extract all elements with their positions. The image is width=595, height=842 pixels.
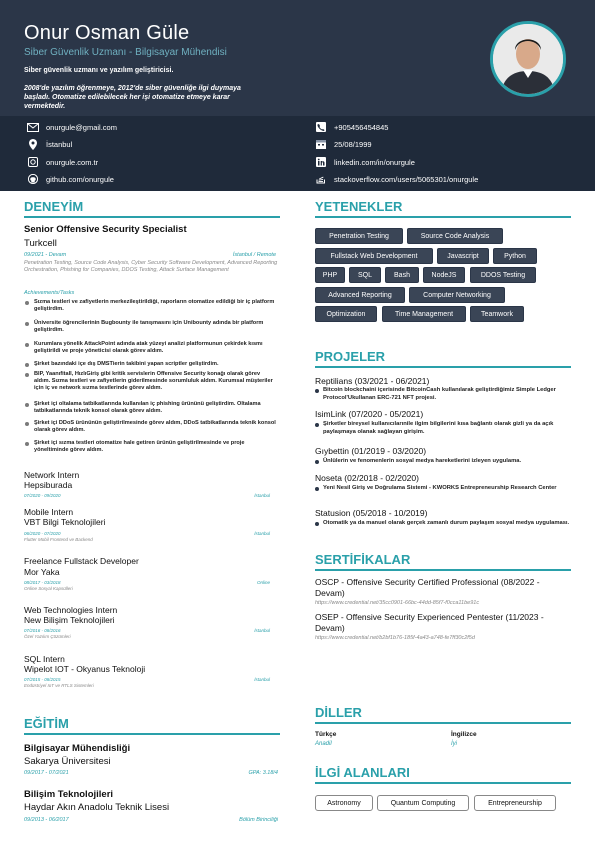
job-location: İstanbul [254,531,270,536]
project-description: Şirketler bireysel kullanıcılarınile ilgim bilgilerini kısa bağlantı olarak gizli ya da açık paylaşmaya olanak sağlayan girişim. [323,421,571,436]
birthdate-text: 25/08/1999 [334,139,372,149]
contact-github[interactable] [26,173,114,185]
skills-divider [315,216,571,218]
education-degree: Bilişim Teknolojileri [24,789,114,800]
education-note: GPA: 3.18/4 [248,770,278,776]
website-text: onurgule.com.tr [46,157,99,167]
achievement-item: Şirket içi sızma testleri otomatize hale getiren ürünün geliştirilmesinde ve proje yöneltiminde görev aldım. [34,440,276,454]
job-title: Freelance Fullstack Developer [24,556,139,566]
contact-phone[interactable] [314,121,388,133]
education-date: 09/2017 - 07/2021 [24,770,69,776]
skill-tag: Javascript [437,248,489,264]
achievement-item: Şirket içi oltalama tatbikatlarında kullanılan iç phishing ürününü geliştirdim. Oltalama tatbikatlarında teknik konsol olarak görev aldım. [34,401,276,415]
job-company: New Bilişim Teknolojileri [24,615,115,625]
skill-tag: Source Code Analysis [407,228,503,244]
skill-tag: Time Management [382,306,466,322]
contact-bar [0,116,595,191]
website-icon [26,156,40,168]
language-level: İyi [451,741,457,747]
skills-heading: YETENEKLER [315,199,403,214]
job-company: Hepsiburada [24,480,73,490]
job-location: Online [256,580,270,585]
skill-tag: DDOS Testing [470,267,536,283]
certificates-divider [315,569,571,571]
skill-tag: Computer Networking [409,287,505,303]
education-divider [24,733,280,735]
skill-tag: Penetration Testing [315,228,403,244]
achievement-item: Sızma testleri ve zafiyetlerin merkezileştirildiği, raporların otomatize edildiği bir iç platform geliştirdim. [34,299,275,312]
education-school: Sakarya Üniversitesi [24,756,111,767]
skill-tag: Bash [385,267,419,283]
project-title: Reptilians (03/2021 - 06/2021) [315,376,430,386]
education-note: Bölüm Birinciliği [239,817,278,823]
github-icon [26,173,40,185]
project-description: Ünlülerin ve fenomenlerin sosyal medya hareketlerini izleyen uygulama. [323,458,571,466]
person-name: Onur Osman Güle [24,22,190,44]
certificate-link[interactable]: https://www.credential.net/35cc0901-66bc-44dd-85f7-f0cca11be91c [315,600,480,606]
skill-tag: Fullstack Web Development [315,248,433,264]
project-description: Bitcoin blockchaini içerisinde BitcoinCash kullanılarak geliştirdiğimiz Simple Ledger Protocol'Ukullanan ERC-721 NFT projesi. [323,387,571,402]
job-description: Online Sosyal Kapsülleri [24,586,73,591]
certificate-link[interactable]: https://www.credential.net/b2bf1b76-185f-4a43-a748-fe7ff30c2f5d [315,635,475,641]
project-description: Otomatik ya da manuel olarak gerçek zamanlı durum paylaşım sosyal medya uygulaması. [323,520,570,526]
stackoverflow-text: stackoverflow.com/users/5065301/onurgule [334,174,479,184]
job-date: 08/2017 - 03/2018 [24,580,61,585]
job-title: Mobile Intern [24,507,74,517]
job-title: Senior Offensive Security Specialist [24,224,187,235]
education-school: Haydar Akın Anadolu Teknik Lisesi [24,802,170,813]
job-date: 07/2020 - 09/2020 [24,493,61,498]
job-company: Turkcell [24,238,57,249]
phone-icon [314,121,328,133]
interests-divider [315,782,571,784]
achievements-heading: Achievements/Tasks [24,290,75,296]
skill-tag: PHP [315,267,345,283]
phone-text: +905456454845 [334,122,389,132]
job-location: İstanbul [254,628,270,633]
education-heading: EĞİTİM [24,716,69,731]
job-company: Mor Yaka [24,567,60,577]
job-location: İstanbul / Remote [232,252,276,258]
contact-email[interactable] [26,121,117,133]
job-title: Network Intern [24,470,80,480]
linkedin-icon [314,156,328,168]
job-location: İstanbul [254,677,270,682]
projects-divider [315,366,571,368]
achievement-item: Şirket bazındaki içe dış DMSTierin takibini yapan scriptler geliştirdim. [34,361,276,368]
job-title: SQL Intern [24,654,65,664]
projects-heading: PROJELER [315,349,386,364]
job-date: 06/2020 - 07/2020 [24,531,61,536]
language-name: Türkçe [315,731,337,738]
skill-tag: Optimization [315,306,377,322]
skill-tag: Advanced Reporting [315,287,405,303]
job-company: Wipelot IOT - Okyanus Teknoloji [24,664,146,674]
experience-heading: DENEYİM [24,199,84,214]
contact-location [26,138,72,150]
summary-line: Siber güvenlik uzmanı ve yazılım geliştiricisi. [24,67,174,74]
contact-website[interactable] [26,156,98,168]
job-description: Özel Yazılım Çözümleri [24,634,71,639]
person-icon [493,24,563,94]
languages-heading: DİLLER [315,705,362,720]
job-location: İstanbul [254,493,270,498]
certificate-title: OSEP - Offensive Security Experienced Pentester (11/2023 - Devam) [315,612,544,633]
project-title: IsimLink (07/2020 - 05/2021) [315,409,424,419]
achievement-item: Üniversite öğrencilerinin Bugbounty ile tanışmasını için Unibounty adında bir platform geliştirdim. [34,320,276,334]
project-description: Yeni Nesil Giriş ve Doğrulama Sistemi - KWORKS Entrepreneurship Research Center [323,485,571,493]
interests-heading: İLGİ ALANLARI [315,765,410,780]
project-title: Noseta (02/2018 - 02/2020) [315,473,419,483]
stackoverflow-icon [314,173,328,185]
job-subtitle: Siber Güvenlik Uzmanı - Bilgisayar Mühendisi [24,47,227,58]
job-date: 07/2015 - 08/2015 [24,677,61,682]
achievement-item: Şirket içi DDoS ürününün geliştirilmesinde görev aldım, DDoS tatbikatlarında teknik konsol olarak görev aldım. [34,420,276,433]
location-pin-icon [26,138,40,150]
github-text: github.com/onurgule [46,174,114,184]
job-date: 07/2016 - 08/2016 [24,628,61,633]
language-name: İngilizce [451,731,477,738]
profile-photo [490,21,566,97]
languages-divider [315,722,571,724]
certificates-heading: SERTİFİKALAR [315,552,411,567]
calendar-icon [314,138,328,150]
job-description: Penetration Testing, Source Code Analysis, Cyber Security Software Development, Advanced Reporting Orchestration, Phishing for Companies, DDOS Testing, Attack Surface Management [24,260,278,273]
project-title: Statusion (05/2018 - 10/2019) [315,508,428,518]
education-degree: Bilgisayar Mühendisliği [24,743,131,754]
achievement-item: Kurumlara yönelik AttackPoint adında atak yüzeyi analizi platformunun çekirdek kısmı geliştirildi ve proje yöneticisi olarak görev aldım. [34,341,276,355]
skill-tag: NodeJS [423,267,465,283]
job-description: Endüstriyel IoT ve RTLS Sistemleri [24,683,94,688]
job-description: Flutter Mobil Frontend ve Backend [24,537,93,542]
mail-icon [26,121,40,133]
job-company: VBT Bilgi Teknolojileri [24,517,106,527]
interest-tag: Entrepreneurship [474,795,556,811]
education-date: 09/2013 - 06/2017 [24,817,69,823]
skill-tag: SQL [349,267,381,283]
contact-linkedin[interactable] [314,156,415,168]
language-level: Anadil [315,741,332,747]
certificate-title: OSCP - Offensive Security Certified Professional (08/2022 - Devam) [315,577,540,598]
contact-stackoverflow[interactable] [314,173,478,185]
skill-tag: Teamwork [470,306,524,322]
interest-tag: Astronomy [315,795,373,811]
job-date: 09/2021 - Devam [24,252,67,258]
interest-tag: Quantum Computing [377,795,469,811]
job-title: Web Technologies Intern [24,605,118,615]
header [0,0,595,116]
skill-tag: Python [493,248,537,264]
achievement-item: BIP, Yaanıfitall, HızlıGiriş gibi kritik servislerin Offensive Security konağı olarak görev aldım. Sızma testleri ve zafiyetlerin giderilmesinde sorumluluk aldım. Kurumsal müşteriler için iç ve network sızma testlerinde görev aldım. [34,371,276,392]
location-text: İstanbul [46,139,73,149]
contact-birthdate [314,138,372,150]
experience-divider [24,216,280,218]
email-text: onurgule@gmail.com [46,122,117,132]
summary-paragraph: 2008'de yazılım öğrenmeye, 2012'de siber güvenliğe ilgi duymaya başladı. Otomatize edilebilecek her işi otomatize etmeye karar vermektedir. [24,85,241,110]
project-title: Gıybettin (01/2019 - 03/2020) [315,446,427,456]
linkedin-text: linkedin.com/in/onurgule [334,157,415,167]
